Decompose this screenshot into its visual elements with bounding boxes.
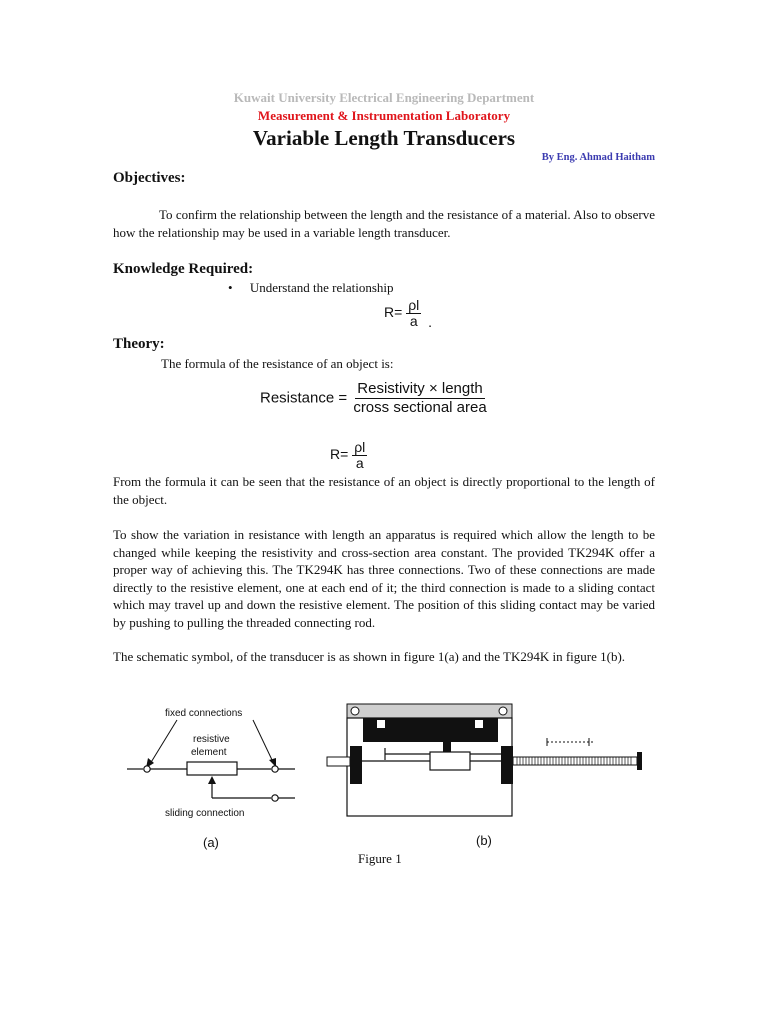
formula-denominator: a <box>409 313 418 329</box>
terminal-right <box>272 766 278 772</box>
threaded-rod <box>513 757 637 765</box>
label-resistive: resistive <box>193 734 230 745</box>
slider-arrow-head <box>208 776 216 784</box>
formula-lhs: R= <box>384 304 403 321</box>
formula-r-1 <box>384 298 432 330</box>
end-block-right <box>501 746 513 784</box>
figure-1b-tk294k <box>325 700 650 828</box>
top-panel <box>347 704 512 718</box>
knowledge-bullet-text: Understand the relationship <box>249 280 394 295</box>
rod-left <box>327 757 350 766</box>
formula-numerator: ρl <box>354 439 366 455</box>
theory-paragraph-2: To show the variation in resistance with length an apparatus is required which allow the length to be changed while keeping the resistivity and cross-section area constant. The provided TK294K offer a proper way of achieving this. The TK294K has three connections. Two of these connections are made directly to the resistive element, one at each end of it; the third connection is made to a sliding contact which may travel up and down the resistive element. The position of this sliding contact may be varied by pushing to pulling the threaded connecting rod. <box>113 527 655 630</box>
formula-period: . <box>428 314 433 331</box>
label-element: element <box>191 747 227 758</box>
document-title: Variable Length Transducers <box>252 126 516 150</box>
terminal-left <box>144 766 150 772</box>
arrow-line-left <box>150 720 177 764</box>
formula-numerator: ρl <box>408 297 420 313</box>
objectives-heading: Objectives: <box>113 170 186 186</box>
bullet-icon: • <box>228 280 233 295</box>
objectives-text: To confirm the relationship between the length and the resistance of a material. Also to observe how the relationship may be used in a variable length transducer. <box>113 207 655 240</box>
theory-heading: Theory: <box>113 336 165 352</box>
sliding-carriage <box>430 752 470 770</box>
terminal-sliding <box>272 795 278 801</box>
theory-paragraph-1: From the formula it can be seen that the resistance of an object is directly proportional to the length of the object. <box>113 474 655 507</box>
screw-icon <box>499 707 507 715</box>
theory-paragraph-3: The schematic symbol, of the transducer is as shown in figure 1(a) and the TK294K in figure 1(b). <box>113 649 626 664</box>
department-name: Kuwait University Electrical Engineering Department <box>233 90 535 105</box>
formula-long-lhs: Resistance = <box>260 389 348 407</box>
label-sliding-connection: sliding connection <box>165 808 245 819</box>
formula-r-2 <box>330 440 367 471</box>
formula-long-denominator: cross sectional area <box>353 399 487 416</box>
track-marker <box>475 720 483 728</box>
lab-name: Measurement & Instrumentation Laboratory <box>257 108 511 123</box>
formula-fraction <box>352 440 367 471</box>
figure-label-b: (b) <box>476 833 492 848</box>
figure-1a-schematic <box>115 700 315 825</box>
theory-intro: The formula of the resistance of an object is: <box>161 356 394 371</box>
formula-long-numerator: Resistivity × length <box>357 380 483 397</box>
knowledge-heading: Knowledge Required: <box>113 261 254 277</box>
arrow-line-right <box>253 720 273 762</box>
figure-caption: Figure 1 <box>358 851 402 866</box>
track-marker <box>377 720 385 728</box>
formula-denominator: a <box>355 455 364 471</box>
formula-long-fraction <box>351 380 488 417</box>
resistive-element <box>187 762 237 775</box>
label-fixed-connections: fixed connections <box>165 708 243 719</box>
formula-resistance <box>260 380 489 417</box>
knowledge-bullet <box>228 280 394 296</box>
formula-fraction <box>406 298 421 329</box>
end-block-left <box>350 746 362 784</box>
formula-lhs: R= <box>330 446 349 463</box>
screw-icon <box>351 707 359 715</box>
rod-knob <box>637 752 642 770</box>
author-line: By Eng. Ahmad Haitham <box>541 152 655 163</box>
figure-label-a: (a) <box>203 835 219 850</box>
slider-connector <box>443 742 451 752</box>
